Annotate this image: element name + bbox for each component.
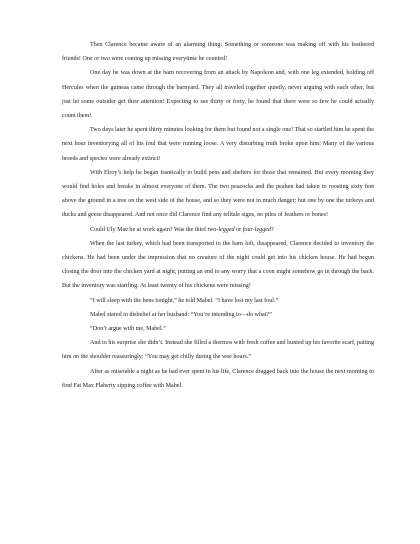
italic-four-legged: four-legged xyxy=(242,226,272,233)
paragraph: “Don’t argue with me, Mabel.” xyxy=(90,326,166,333)
paragraph: “I will sleep with the hens tonight,” he told Mabel. “I have lost my last foul.” xyxy=(90,297,279,304)
paragraph-thief-question xyxy=(62,223,374,237)
paragraph: After as miserable a night as he had ever spent in his life, Clarence dragged back into the house the next morning to find Fat Max Flaherty sipping coffee with Mabel. xyxy=(62,368,374,389)
paragraph: Mabel stared in disbelief at her husband: “You’re intending to—do what?” xyxy=(90,311,272,318)
question-text: Could Uly Mae be at work again? Was the thief xyxy=(90,226,208,233)
body-text xyxy=(62,38,374,393)
question-mark: ? xyxy=(271,226,274,233)
paragraph: Then Clarence became aware of an alarming thing: Something or someone was making off with his feathered friends! One or two were coming up missing everytime he counted! xyxy=(62,42,374,63)
paragraph: When the last turkey, which had been transported to the barn loft, disappeared, Clarence decided to inventory the chickens. He had been under the impression that no creature of the night could get into his chicken house. He had begun closing the door into the chicken yard at night, putting an end to any worry that a coon might somehow go in through the back. But the inventory was startling: At least twenty of his chickens were missing! xyxy=(62,240,374,290)
paragraph: Two days later he spent thirty minutes looking for them but found not a single one! That so startled him he spent the next hour inventorying all of his foul that were running loose. A very disturbing truth broke upon him: Many of the various breeds and species were already extinct! xyxy=(62,127,374,162)
paragraph: With Elroy’s help he began frantically to build pens and shelters for those that remained. But every morning they would find holes and breaks in almost everyone of them. The two peacocks and the peahen had taken to roosting sixty feet above the ground in a tree on the west side of the house, and so they were not in much danger; but one by one the turkeys and ducks and geese disappeared. And not once did Clarence find any telltale signs, no piles of feathers or bones! xyxy=(62,169,374,219)
paragraph: And to his surprise she didn’t. Instead she filled a thermos with fresh coffee and hunted up his favorite scarf, patting him on the shoulder reassuringly: “You may get chilly during the wee hours.” xyxy=(62,340,374,361)
paragraph: One day he was down at the barn recovering from an attack by Napoleon and, with one leg extended, holding off Hercules when the guineas came through the barnyard. They all traveled together quietly, never arguing with each other, but just let some outsider get their attention! Expecting to see thirty or forty, he found that there were so few he could actually count them! xyxy=(62,70,374,120)
italic-two-legged: two-legged xyxy=(207,226,235,233)
question-or: or xyxy=(234,226,243,233)
